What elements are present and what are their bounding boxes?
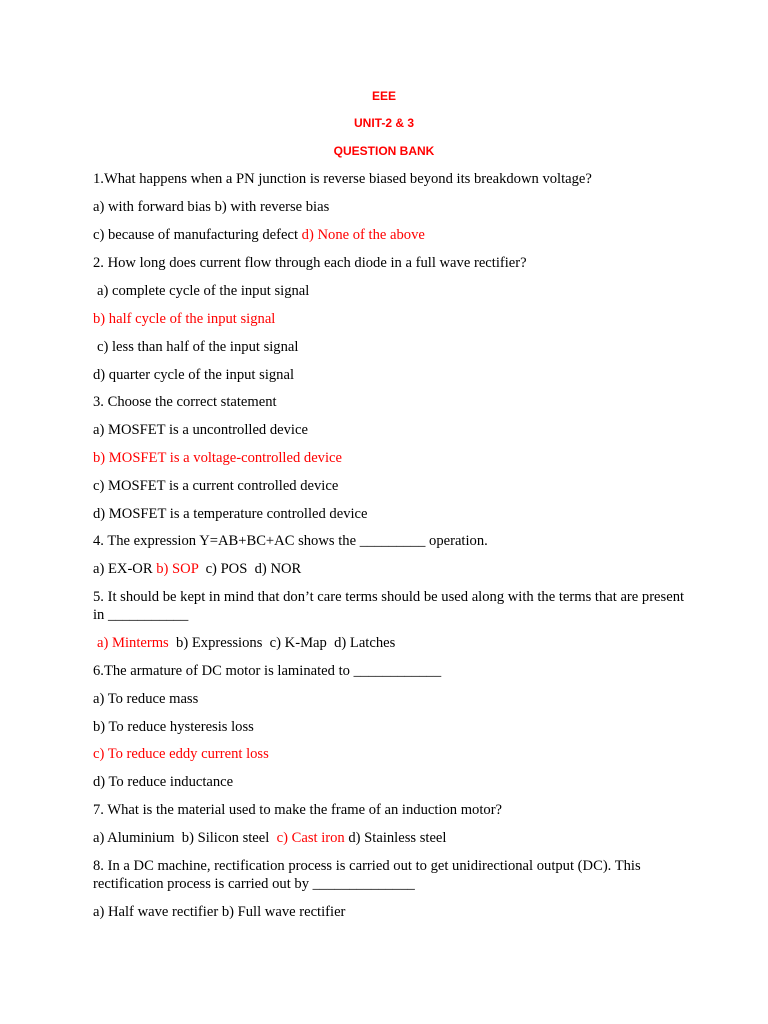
question-7: 7. What is the material used to make the frame of an induction motor?: [93, 802, 503, 818]
q4-options-cd: c) POS d) NOR: [198, 561, 302, 577]
q4-options: [93, 560, 693, 578]
q3-option-d: d) MOSFET is a temperature controlled device: [93, 506, 368, 522]
q1-options-cd: [93, 226, 693, 244]
q2-answer-b: b) half cycle of the input signal: [93, 311, 276, 327]
q2-option-d: d) quarter cycle of the input signal: [93, 367, 294, 383]
q1-option-c: c) because of manufacturing defect: [93, 227, 302, 243]
q6-option-d: d) To reduce inductance: [93, 774, 234, 790]
question-5: 5. It should be kept in mind that don’t care terms should be used along with the terms that are present in ___________: [93, 589, 685, 623]
q3-answer-b: b) MOSFET is a voltage-controlled device: [93, 450, 342, 466]
q6-option-a: a) To reduce mass: [93, 691, 199, 707]
question-2: 2. How long does current flow through each diode in a full wave rectifier?: [93, 255, 527, 271]
q5-answer-a: a) Minterms: [97, 635, 169, 651]
question-6: 6.The armature of DC motor is laminated to ____________: [93, 663, 442, 679]
q5-options: [97, 634, 697, 652]
q7-option-d: d) Stainless steel: [344, 830, 447, 846]
question-bank-heading: QUESTION BANK: [333, 144, 435, 158]
unit-heading: UNIT-2 & 3: [353, 116, 414, 130]
q7-answer-c: c) Cast iron: [276, 830, 345, 846]
q7-options-ab: a) Aluminium b) Silicon steel: [93, 830, 277, 846]
q1-options-ab: a) with forward bias b) with reverse bias: [93, 199, 330, 215]
q5-options-bcd: b) Expressions c) K-Map d) Latches: [168, 635, 396, 651]
q3-option-a: a) MOSFET is a uncontrolled device: [93, 422, 308, 438]
question-8: 8. In a DC machine, rectification process is carried out to get unidirectional output (DC). This rectification process is carried out by ______________: [93, 858, 641, 892]
q2-option-c: c) less than half of the input signal: [97, 339, 299, 355]
q6-option-b: b) To reduce hysteresis loss: [93, 719, 254, 735]
q7-options: [93, 829, 693, 847]
q3-option-c: c) MOSFET is a current controlled device: [93, 478, 339, 494]
subject-heading: EEE: [371, 89, 396, 103]
q1-answer-d: d) None of the above: [301, 227, 425, 243]
question-1: 1.What happens when a PN junction is reverse biased beyond its breakdown voltage?: [93, 171, 592, 187]
q2-option-a: a) complete cycle of the input signal: [97, 283, 310, 299]
q4-answer-b: b) SOP: [156, 561, 199, 577]
question-4: 4. The expression Y=AB+BC+AC shows the _________ operation.: [93, 533, 488, 549]
q8-options-ab: a) Half wave rectifier b) Full wave rectifier: [93, 904, 346, 920]
question-3: 3. Choose the correct statement: [93, 394, 277, 410]
q6-answer-c: c) To reduce eddy current loss: [93, 746, 269, 762]
q4-option-a: a) EX-OR: [93, 561, 157, 577]
